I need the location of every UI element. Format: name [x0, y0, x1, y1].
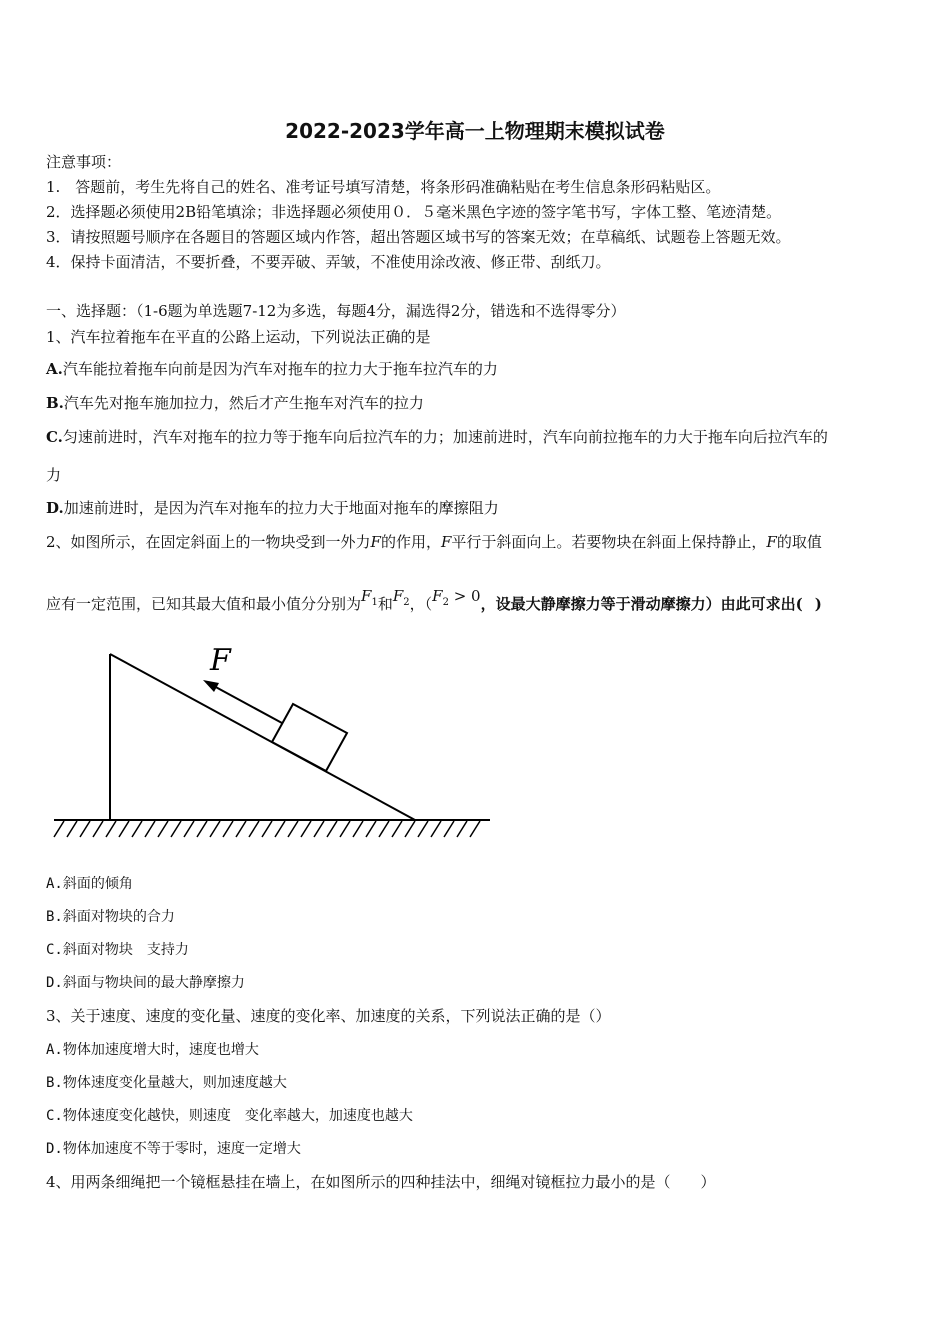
ground-hatch-mark — [249, 821, 259, 837]
ground-hatch-mark — [418, 821, 428, 837]
q3-option-d: D.物体加速度不等于零时，速度一定增大 — [46, 1141, 301, 1157]
ground-hatch-mark — [301, 821, 311, 837]
q3-option-c: C.物体速度变化越快，则速度 变化率越大，加速度也越大 — [46, 1108, 413, 1124]
ground-hatch-mark — [119, 821, 129, 837]
ground-hatch-mark — [236, 821, 246, 837]
note-item-2: 2．选择题必须使用2B铅笔填涂；非选择题必须使用０．５毫米黑色字迹的签字笔书写，字体工整、笔迹清楚。 — [46, 203, 782, 221]
q4-stem: 4、用两条细绳把一个镜框悬挂在墙上，在如图所示的四种挂法中，细绳对镜框拉力最小的是（ ） — [46, 1173, 716, 1191]
ground-hatch-mark — [93, 821, 103, 837]
q1-option-a-label: A. — [46, 360, 63, 378]
incline-figure — [50, 640, 500, 840]
block — [272, 704, 347, 771]
ground-hatch-mark — [158, 821, 168, 837]
ground-hatch-mark — [314, 821, 324, 837]
q3-stem: 3、关于速度、速度的变化量、速度的变化率、加速度的关系，下列说法正确的是（） — [46, 1007, 611, 1025]
q1-option-c-continued: 力 — [46, 466, 62, 484]
q1-option-b — [46, 393, 424, 413]
q2-option-c: C.斜面对物块 支持力 — [46, 942, 189, 958]
ground-hatch-mark — [184, 821, 194, 837]
q2-option-a: A.斜面的倾角 — [46, 876, 133, 892]
ground-hatch-mark — [223, 821, 233, 837]
q3-option-b: B.物体速度变化量越大，则加速度越大 — [46, 1075, 287, 1091]
q1-option-d — [46, 498, 499, 518]
ground-hatch-mark — [457, 821, 467, 837]
q2-stem-text: 平行于斜面向上。若要物块在斜面上保持静止， — [451, 533, 767, 551]
ground-hatch-mark — [145, 821, 155, 837]
q1-option-c-label: C. — [46, 428, 63, 446]
var-f1: $F_1$ — [361, 587, 378, 608]
force-arrow — [203, 680, 282, 723]
q3-option-a: A.物体加速度增大时，速度也增大 — [46, 1042, 259, 1058]
ground-hatch-mark — [171, 821, 181, 837]
q1-option-c — [46, 427, 828, 447]
q1-option-d-text: 加速前进时，是因为汽车对拖车的拉力大于地面对拖车的摩擦阻力 — [63, 499, 499, 517]
ground-hatch-mark — [392, 821, 402, 837]
var-f: F — [370, 533, 381, 551]
ground-hatch-mark — [431, 821, 441, 837]
ground-hatch-mark — [340, 821, 350, 837]
q2-option-d: D.斜面与物块间的最大静摩擦力 — [46, 975, 245, 991]
ground-hatch-mark — [405, 821, 415, 837]
ground-hatch-mark — [80, 821, 90, 837]
var-f2: $F_2$ — [392, 587, 410, 608]
q2-stem-text: ，设最大静摩擦力等于滑动摩擦力）由此可求出( — [480, 595, 803, 613]
var-f2-condition: $F_2 > 0$ — [432, 587, 481, 608]
q2-stem-text: ，（ — [409, 595, 433, 613]
ground-hatch-mark — [444, 821, 454, 837]
page-title: 2022-2023学年高一上物理期末模拟试卷 — [285, 119, 665, 143]
ground-hatch-mark — [379, 821, 389, 837]
ground-hatch-mark — [366, 821, 376, 837]
q2-stem-text: ) — [814, 595, 822, 613]
ground-hatch-mark — [275, 821, 285, 837]
note-item-1: 1. 答题前，考生先将自己的姓名、准考证号填写清楚，将条形码准确粘贴在考生信息条形码粘贴区。 — [46, 178, 721, 196]
ground-hatch-mark — [210, 821, 220, 837]
incline-triangle — [110, 654, 415, 820]
ground-hatch-mark — [262, 821, 272, 837]
notes-heading: 注意事项： — [46, 153, 122, 171]
ground-hatch-mark — [353, 821, 363, 837]
q1-option-b-label: B. — [46, 394, 64, 412]
ground-hatch-mark — [197, 821, 207, 837]
ground-hatch-mark — [132, 821, 142, 837]
q2-option-b: B.斜面对物块的合力 — [46, 909, 175, 925]
ground-hatch-mark — [54, 821, 64, 837]
ground-hatch-mark — [327, 821, 337, 837]
q1-option-d-label: D. — [46, 499, 64, 517]
var-f: F — [440, 533, 452, 551]
q2-stem-line2 — [46, 587, 822, 623]
ground-hatch-mark — [288, 821, 298, 837]
q2-stem-text: 2、如图所示，在固定斜面上的一物块受到一外力 — [46, 533, 371, 551]
q1-option-a-text: 汽车能拉着拖车向前是因为汽车对拖车的拉力大于拖车拉汽车的力 — [62, 360, 498, 378]
q2-stem-text: 的取值 — [776, 533, 822, 551]
q1-option-c-text: 匀速前进时，汽车对拖车的拉力等于拖车向后拉汽车的力；加速前进时，汽车向前拉拖车的力大于拖车向后拉汽车的 — [62, 428, 828, 446]
q1-option-a — [46, 359, 498, 379]
var-f: F — [766, 533, 777, 551]
note-item-4: 4．保持卡面清洁，不要折叠，不要弄破、弄皱，不准使用涂改液、修正带、刮纸刀。 — [46, 253, 611, 271]
ground-hatch-mark — [470, 821, 480, 837]
force-label: F — [210, 643, 231, 678]
q2-stem-text: 应有一定范围，已知其最大值和最小值分分别为 — [46, 595, 362, 613]
ground-line — [54, 820, 490, 837]
note-item-3: 3．请按照题号顺序在各题目的答题区域内作答，超出答题区域书写的答案无效；在草稿纸、试题卷上答题无效。 — [46, 228, 791, 246]
q1-option-b-text: 汽车先对拖车施加拉力，然后才产生拖车对汽车的拉力 — [63, 394, 424, 412]
q2-stem-text: 和 — [377, 595, 393, 613]
ground-hatch-mark — [106, 821, 116, 837]
ground-hatch-mark — [67, 821, 77, 837]
section-heading: 一、选择题：（1-6题为单选题7-12为多选，每题4分，漏选得2分，错选和不选得零分） — [46, 302, 626, 320]
q2-stem-text: 的作用， — [380, 533, 441, 551]
q1-stem: 1、汽车拉着拖车在平直的公路上运动，下列说法正确的是 — [46, 328, 431, 346]
q2-stem-line1 — [46, 532, 822, 552]
